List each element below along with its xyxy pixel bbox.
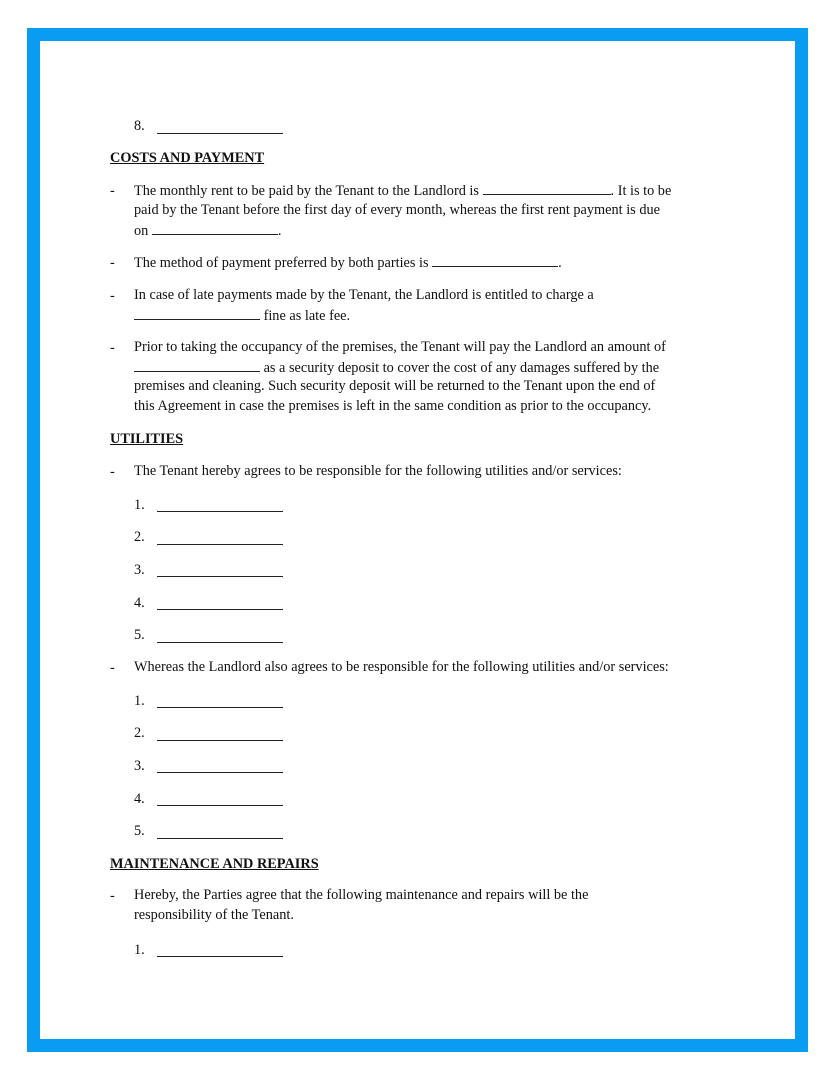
blank-field[interactable]: [157, 497, 283, 512]
list-number: 2.: [134, 529, 145, 545]
paragraph-payment-method: [134, 252, 562, 273]
section-heading-maintenance: MAINTENANCE AND REPAIRS: [110, 856, 319, 872]
text: this Agreement in case the premises is left in the same condition as prior to the occupancy.: [134, 398, 652, 414]
blank-field[interactable]: [157, 693, 283, 708]
text-line: [134, 357, 659, 378]
blank-field[interactable]: [157, 562, 283, 577]
list-number: 5.: [134, 823, 145, 839]
blank-field[interactable]: [157, 758, 283, 773]
list-number: 4.: [134, 595, 145, 611]
blank-field[interactable]: [157, 595, 283, 610]
text: .: [277, 223, 282, 239]
list-number: 4.: [134, 791, 145, 807]
text: premises and cleaning. Such security deposit will be returned to the Tenant upon the end of: [134, 378, 656, 394]
text: as a security deposit to cover the cost of any damages suffered by the: [263, 360, 660, 376]
text-line: [134, 220, 281, 241]
list-number: 3.: [134, 562, 145, 578]
bullet-dash: -: [110, 255, 115, 271]
blank-field[interactable]: [134, 305, 260, 320]
text: responsibility of the Tenant.: [134, 907, 294, 923]
list-number: 1.: [134, 497, 145, 513]
list-number: 1.: [134, 942, 145, 958]
text: The Tenant hereby agrees to be responsible for the following utilities and/or services:: [134, 463, 622, 479]
text: fine as late fee.: [263, 308, 351, 324]
list-number: 5.: [134, 627, 145, 643]
blank-field[interactable]: [157, 726, 283, 741]
text: Hereby, the Parties agree that the following maintenance and repairs will be the: [134, 887, 589, 903]
text: paid by the Tenant before the first day of every month, whereas the first rent payment is due: [134, 202, 660, 218]
paragraph-rent: [134, 180, 671, 201]
bullet-dash: -: [110, 340, 115, 356]
text: Whereas the Landlord also agrees to be responsible for the following utilities and/or services:: [134, 659, 669, 675]
list-number: 2.: [134, 725, 145, 741]
text: The method of payment preferred by both parties is: [134, 255, 429, 271]
list-number: 3.: [134, 758, 145, 774]
blank-field[interactable]: [157, 119, 283, 134]
section-heading-utilities: UTILITIES: [110, 431, 184, 447]
text: .: [558, 255, 562, 271]
blank-field[interactable]: [134, 357, 260, 372]
bullet-dash: -: [110, 288, 115, 304]
blank-field[interactable]: [157, 942, 283, 957]
blank-field[interactable]: [157, 530, 283, 545]
text: In case of late payments made by the Tenant, the Landlord is entitled to charge a: [134, 287, 594, 303]
section-heading-costs: COSTS AND PAYMENT: [110, 150, 265, 166]
text: on: [134, 223, 149, 239]
blank-field[interactable]: [157, 791, 283, 806]
list-number: 8.: [134, 118, 145, 134]
blank-field[interactable]: [157, 628, 283, 643]
text: The monthly rent to be paid by the Tenant to the Landlord is: [134, 183, 479, 199]
bullet-dash: -: [110, 888, 115, 904]
bullet-dash: -: [110, 660, 115, 676]
text-line: [134, 305, 350, 326]
list-number: 1.: [134, 693, 145, 709]
bullet-dash: -: [110, 464, 115, 480]
text: Prior to taking the occupancy of the premises, the Tenant will pay the Landlord an amount of: [134, 339, 666, 355]
bullet-dash: -: [110, 183, 115, 199]
blank-field[interactable]: [432, 252, 558, 267]
blank-field[interactable]: [152, 220, 278, 235]
text: . It is to be: [610, 183, 672, 199]
blank-field[interactable]: [483, 180, 611, 195]
blank-field[interactable]: [157, 824, 283, 839]
